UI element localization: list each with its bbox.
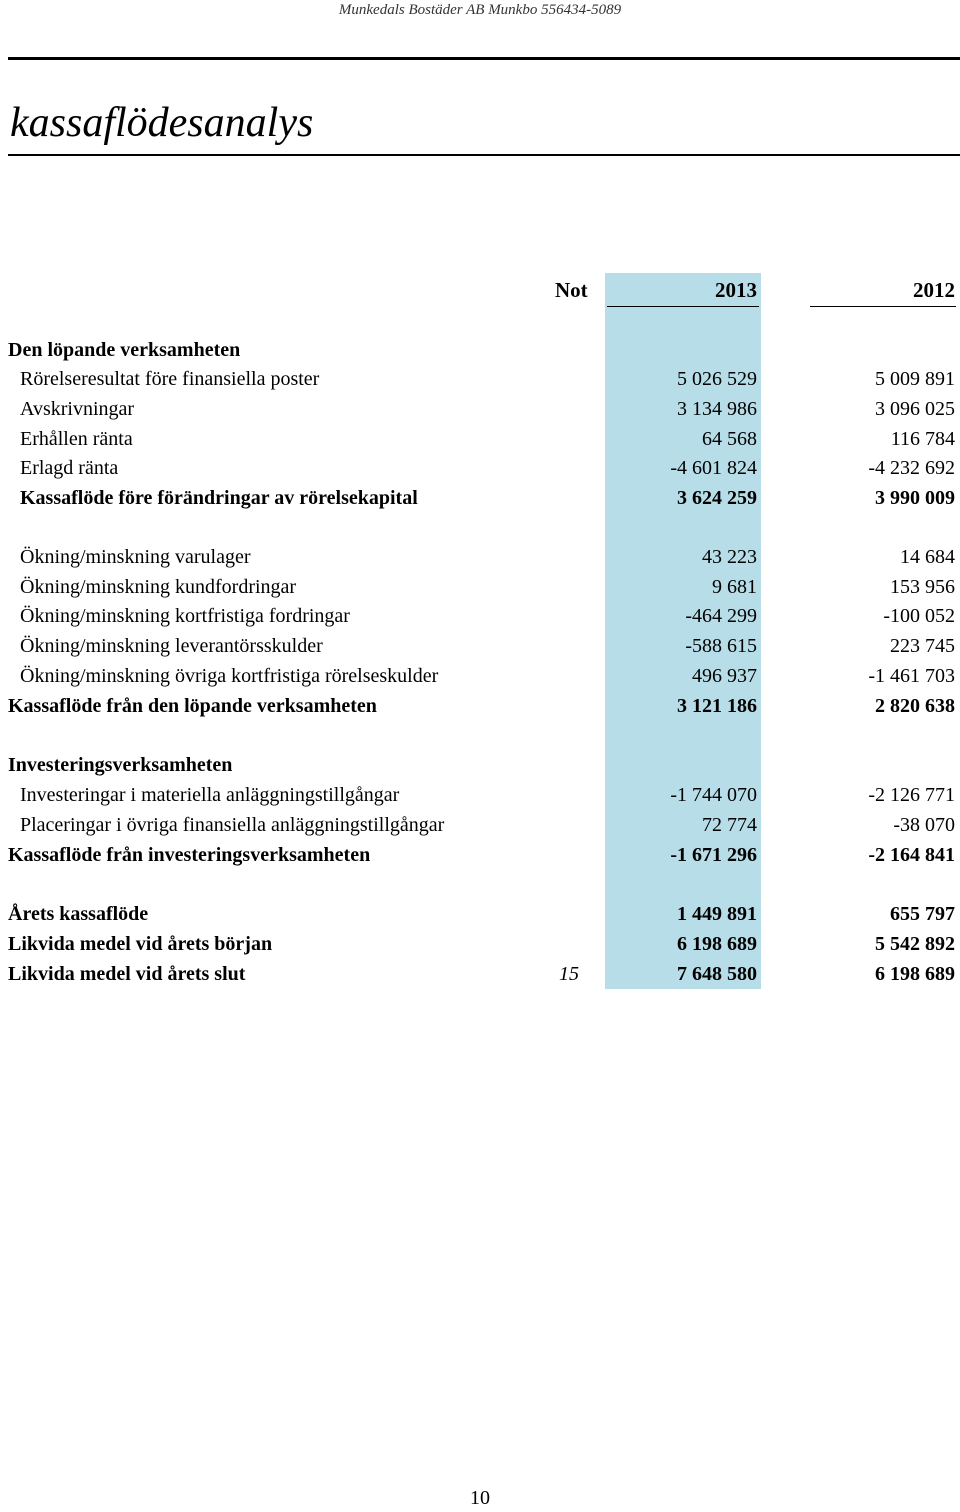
value-2013: -588 615 xyxy=(685,635,757,657)
row-label: Placeringar i övriga finansiella anläggningstillgångar xyxy=(20,814,445,836)
value-2013: -4 601 824 xyxy=(670,457,757,479)
value-2013: 64 568 xyxy=(702,428,757,450)
section-heading-label: Den löpande verksamheten xyxy=(8,339,241,361)
value-2012: 3 990 009 xyxy=(875,487,955,509)
value-2013: 72 774 xyxy=(702,814,757,836)
table-row xyxy=(0,601,960,631)
total-row xyxy=(0,959,960,989)
subtotal-row xyxy=(0,483,960,513)
column-underline-2013 xyxy=(607,306,759,307)
row-label: Årets kassaflöde xyxy=(8,903,149,925)
table-row xyxy=(0,780,960,810)
value-2012: 153 956 xyxy=(890,576,955,598)
value-2012: -4 232 692 xyxy=(868,457,955,479)
table-row xyxy=(0,631,960,661)
value-2012: 5 009 891 xyxy=(875,368,955,390)
table-row xyxy=(0,364,960,394)
column-header-2013: 2013 xyxy=(715,278,757,302)
value-2012: 223 745 xyxy=(890,635,955,657)
total-row xyxy=(0,929,960,959)
value-2012: 2 820 638 xyxy=(875,695,955,717)
table-row xyxy=(0,542,960,572)
value-2013: -1 744 070 xyxy=(670,784,757,806)
row-label: Ökning/minskning kundfordringar xyxy=(20,576,297,598)
row-label: Ökning/minskning kortfristiga fordringar xyxy=(20,605,350,627)
table-row xyxy=(0,661,960,691)
value-2012: 14 684 xyxy=(900,546,955,568)
value-2013: 6 198 689 xyxy=(677,933,757,955)
section-heading-operating xyxy=(0,335,960,365)
table-row xyxy=(0,394,960,424)
document-header: Munkedals Bostäder AB Munkbo 556434-5089 xyxy=(338,2,622,18)
column-underline-2012 xyxy=(810,306,956,307)
table-row xyxy=(0,424,960,454)
value-2012: -2 164 841 xyxy=(868,844,955,866)
value-2013: 3 624 259 xyxy=(677,487,757,509)
row-label: Ökning/minskning övriga kortfristiga rörelseskulder xyxy=(20,665,439,687)
section-heading-label: Investeringsverksamheten xyxy=(8,754,233,776)
value-2012: 655 797 xyxy=(890,903,955,925)
value-2012: 3 096 025 xyxy=(875,398,955,420)
value-2012: -2 126 771 xyxy=(868,784,955,806)
table-row xyxy=(0,572,960,602)
value-2012: -38 070 xyxy=(893,814,955,836)
table-row xyxy=(0,453,960,483)
title-top-rule xyxy=(8,57,960,60)
row-label: Likvida medel vid årets början xyxy=(8,933,273,955)
total-row xyxy=(0,840,960,870)
value-2013: 5 026 529 xyxy=(677,368,757,390)
value-2012: -1 461 703 xyxy=(868,665,955,687)
row-label: Ökning/minskning varulager xyxy=(20,546,251,568)
column-header-note: Not xyxy=(555,278,588,302)
row-label: Investeringar i materiella anläggningstillgångar xyxy=(20,784,400,806)
section-heading-investing xyxy=(0,750,960,780)
page-number: 10 xyxy=(470,1487,490,1509)
value-2012: 6 198 689 xyxy=(875,963,955,985)
row-label: Likvida medel vid årets slut xyxy=(8,963,246,985)
value-2013: 3 121 186 xyxy=(677,695,757,717)
value-2012: -100 052 xyxy=(883,605,955,627)
page-title: kassaflödesanalys xyxy=(10,100,314,146)
row-label: Avskrivningar xyxy=(20,398,135,420)
row-label: Erlagd ränta xyxy=(20,457,119,479)
value-2013: 7 648 580 xyxy=(677,963,757,985)
value-2013: 9 681 xyxy=(712,576,757,598)
value-2012: 5 542 892 xyxy=(875,933,955,955)
value-2013: 1 449 891 xyxy=(677,903,757,925)
row-label: Kassaflöde före förändringar av rörelsekapital xyxy=(20,487,418,509)
value-2013: 3 134 986 xyxy=(677,398,757,420)
column-header-2012: 2012 xyxy=(913,278,955,302)
value-2013: 496 937 xyxy=(692,665,757,687)
row-label: Kassaflöde från den löpande verksamheten xyxy=(8,695,377,717)
value-2013: 43 223 xyxy=(702,546,757,568)
note-reference: 15 xyxy=(559,963,579,985)
title-bottom-rule xyxy=(8,154,960,156)
table-row xyxy=(0,810,960,840)
value-2013: -464 299 xyxy=(685,605,757,627)
row-label: Ökning/minskning leverantörsskulder xyxy=(20,635,323,657)
value-2012: 116 784 xyxy=(890,428,955,450)
row-label: Kassaflöde från investeringsverksamheten xyxy=(8,844,371,866)
total-row xyxy=(0,691,960,721)
value-2013: -1 671 296 xyxy=(670,844,757,866)
row-label: Erhållen ränta xyxy=(20,428,133,450)
row-label: Rörelseresultat före finansiella poster xyxy=(20,368,320,390)
total-row xyxy=(0,899,960,929)
